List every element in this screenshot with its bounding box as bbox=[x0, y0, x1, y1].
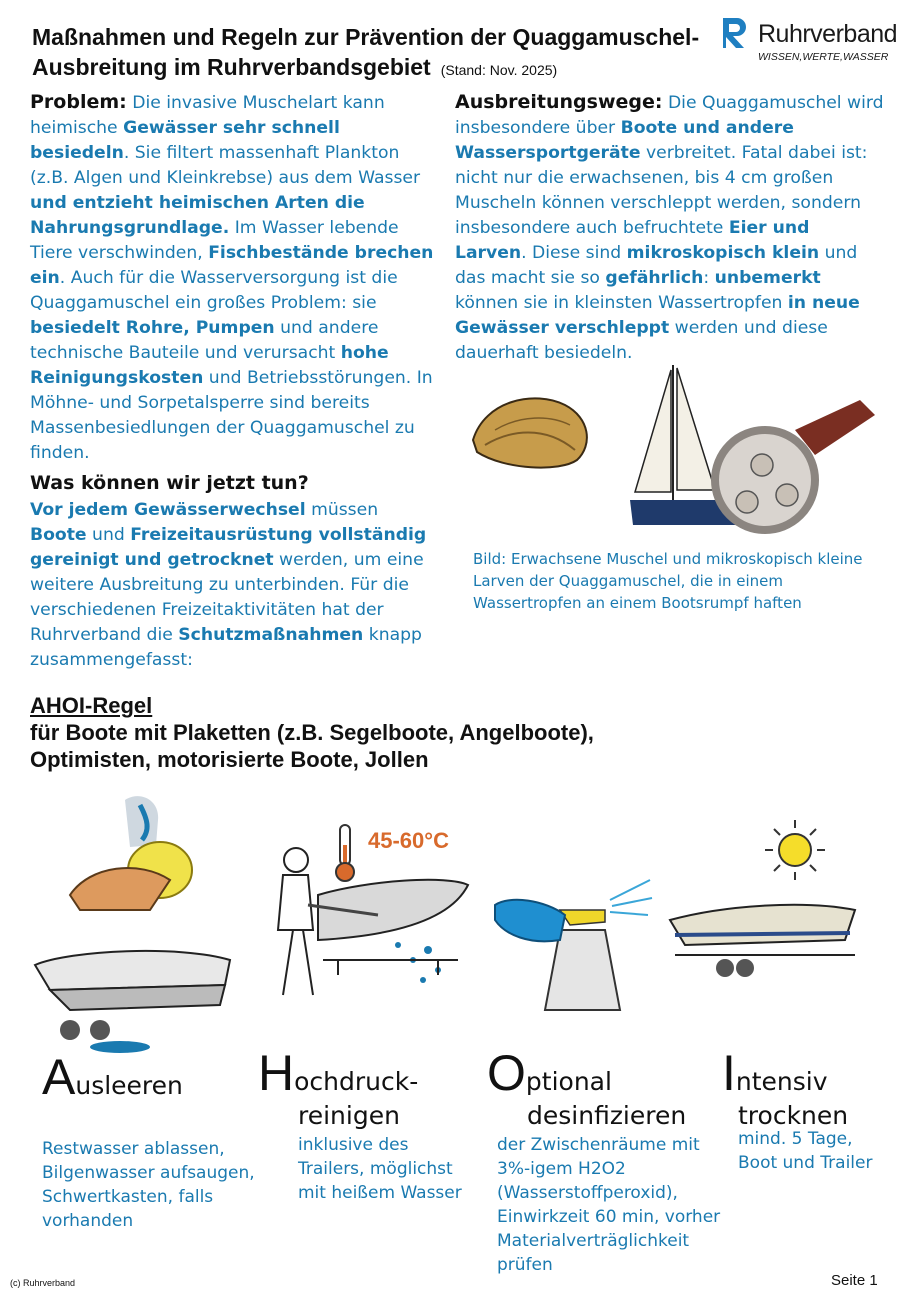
body-text: Im Wasser lebende Tiere verschwinden, bbox=[30, 218, 399, 263]
body-text: . Sie filtert massenhaft Plankton (z.B. Algen und Kleinkrebse) aus dem Wasser bbox=[30, 143, 421, 188]
title-line-1: Maßnahmen und Regeln zur Prävention der Quaggamuschel- bbox=[32, 24, 700, 50]
problem-section bbox=[30, 90, 440, 466]
whatnow-heading: Was können wir jetzt tun? bbox=[30, 472, 309, 494]
step-desc-line: mind. 5 Tage, bbox=[738, 1129, 853, 1149]
temperature-label: 45-60°C bbox=[368, 828, 449, 853]
step-desc-line: 3%-igem H2O2 bbox=[497, 1159, 626, 1179]
emphasis-text: Freizeitausrüstung vollständig gereinigt und getrocknet bbox=[30, 525, 427, 570]
logo-name: Ruhrverband bbox=[758, 20, 898, 48]
stand-date: (Stand: Nov. 2025) bbox=[440, 62, 558, 78]
spread-heading: Ausbreitungswege: bbox=[455, 91, 663, 113]
spread-section bbox=[455, 90, 885, 366]
step-desc-line: Restwasser ablassen, bbox=[42, 1139, 225, 1159]
body-text: müssen bbox=[305, 500, 379, 520]
thermometer-icon bbox=[336, 825, 354, 881]
ahoi-rule-title: AHOI-Regel bbox=[30, 693, 153, 718]
step-intensiv bbox=[722, 1045, 892, 1175]
trocknen-illustration bbox=[665, 815, 865, 985]
problem-text bbox=[30, 93, 433, 463]
step-desc-line: Einwirkzeit 60 min, vorher bbox=[497, 1207, 721, 1227]
emphasis-text: Schutzmaßnahmen bbox=[178, 625, 364, 645]
sun-icon bbox=[765, 820, 825, 880]
emphasis-text: Vor jedem Gewässerwechsel bbox=[30, 500, 306, 520]
step-title-rest: usleeren bbox=[75, 1071, 183, 1100]
emphasis-text: unbemerkt bbox=[714, 268, 821, 288]
step-desc-line: Schwertkasten, falls bbox=[42, 1187, 214, 1207]
ausleeren-illustration bbox=[30, 785, 240, 1055]
emphasis-text: Boote bbox=[30, 525, 87, 545]
emphasis-text: besiedelt Rohre, Pumpen bbox=[30, 318, 275, 338]
step-desc-line: Trailers, möglichst bbox=[298, 1159, 453, 1179]
body-text: : bbox=[703, 268, 715, 288]
step-desc-line: (Wasserstoffperoxid), bbox=[497, 1183, 678, 1203]
mussel-icon bbox=[473, 398, 587, 467]
ahoi-subtitle-2: Optimisten, motorisierte Boote, Jollen bbox=[30, 747, 429, 772]
body-text: knapp zusammengefasst: bbox=[30, 625, 422, 670]
step-title-rest: ntensiv bbox=[735, 1067, 828, 1096]
emphasis-text: Eier und Larven bbox=[455, 218, 810, 263]
ahoi-heading bbox=[30, 692, 730, 773]
step-title-line-2: trocknen bbox=[738, 1101, 849, 1130]
magnifier-icon bbox=[715, 400, 875, 530]
step-letter: I bbox=[722, 1045, 736, 1101]
step-desc-line: inklusive des bbox=[298, 1135, 409, 1155]
title-line-2-text: Ausbreitung im Ruhrverbandsgebiet bbox=[32, 54, 431, 80]
logo-mark-icon bbox=[720, 16, 754, 50]
step-letter: O bbox=[487, 1045, 526, 1101]
whatnow-text bbox=[30, 500, 426, 670]
step-title-rest: ptional bbox=[525, 1067, 612, 1096]
body-text: . Diese sind bbox=[521, 243, 627, 263]
step-desc-line: Boot und Trailer bbox=[738, 1153, 873, 1173]
step-desc-line: mit heißem Wasser bbox=[298, 1183, 462, 1203]
body-text: verbreitet. Fatal dabei ist: nicht nur die erwachsenen, bis 4 cm großen Muscheln können verschleppt werden, sondern insbesondere auch befruchtete bbox=[455, 143, 868, 238]
step-optional bbox=[487, 1045, 727, 1277]
body-text: werden, um eine weitere Ausbreitung zu unterbinden. Für die verschiedenen Freizeitaktivitäten hat der Ruhrverband die bbox=[30, 550, 424, 645]
step-letter: A bbox=[42, 1049, 76, 1105]
step-desc-line: Materialverträglichkeit bbox=[497, 1231, 690, 1251]
step-ausleeren bbox=[42, 1049, 262, 1233]
body-text: und Betriebsstörungen. In Möhne- und Sorpetalsperre sind bereits Massenbesiedlungen der Quaggamuschel zu finden. bbox=[30, 368, 433, 463]
body-text: und bbox=[86, 525, 131, 545]
step-desc-line: vorhanden bbox=[42, 1211, 134, 1231]
step-title-line-2: reinigen bbox=[298, 1101, 400, 1130]
problem-heading: Problem: bbox=[30, 91, 127, 113]
emphasis-text: gefährlich bbox=[605, 268, 704, 288]
title-line-2 bbox=[32, 52, 732, 85]
hochdruck-illustration bbox=[258, 820, 478, 1040]
body-text: und das macht sie so bbox=[455, 243, 858, 288]
body-text: können sie in kleinsten Wassertropfen bbox=[455, 293, 788, 313]
mussel-boat-illustration bbox=[465, 360, 885, 530]
step-letter: H bbox=[258, 1045, 295, 1101]
step-desc-line: Bilgenwasser aufsaugen, bbox=[42, 1163, 255, 1183]
emphasis-text: Boote und andere Wassersportgeräte bbox=[455, 118, 794, 163]
copyright: (c) Ruhrverband bbox=[10, 1278, 76, 1288]
page-title bbox=[32, 22, 732, 85]
desinfizieren-illustration bbox=[490, 860, 660, 1040]
emphasis-text: Fischbestände brechen ein bbox=[30, 243, 434, 288]
step-desc-line: prüfen bbox=[497, 1255, 553, 1275]
body-text: . Auch für die Wasserversorgung ist die Quaggamuschel ein großes Problem: sie bbox=[30, 268, 398, 313]
page-number: Seite 1 bbox=[831, 1272, 878, 1289]
emphasis-text: und entzieht heimischen Arten die Nahrungsgrundlage. bbox=[30, 193, 365, 238]
spread-text bbox=[455, 93, 884, 363]
step-hochdruck bbox=[258, 1045, 478, 1205]
step-desc-line: der Zwischenräume mit bbox=[497, 1135, 700, 1155]
logo-slogan: WISSEN,WERTE,WASSER bbox=[758, 51, 889, 63]
body-text: Die Quaggamuschel wird insbesondere über bbox=[455, 93, 884, 138]
motorboat-icon bbox=[670, 905, 855, 977]
image-caption: Bild: Erwachsene Muschel und mikroskopisch kleine Larven der Quaggamuschel, die in einem Wassertropfen an einem Bootsrumpf haften bbox=[473, 550, 863, 612]
body-text: Die invasive Muschelart kann heimische bbox=[30, 93, 385, 138]
emphasis-text: hohe Reinigungskosten bbox=[30, 343, 389, 388]
emphasis-text: in neue Gewässer verschleppt bbox=[455, 293, 860, 338]
step-title-line-2: desinfizieren bbox=[527, 1101, 687, 1130]
body-text: und andere technische Bauteile und verursacht bbox=[30, 318, 379, 363]
body-text: werden und diese dauerhaft besiedeln. bbox=[455, 318, 828, 363]
whatnow-section bbox=[30, 470, 440, 673]
ahoi-subtitle-1: für Boote mit Plaketten (z.B. Segelboote, Angelboote), bbox=[30, 720, 594, 745]
emphasis-text: Gewässer sehr schnell besiedeln bbox=[30, 118, 340, 163]
emphasis-text: mikroskopisch klein bbox=[626, 243, 820, 263]
ruhrverband-logo bbox=[720, 14, 898, 66]
step-title-rest: ochdruck- bbox=[294, 1067, 419, 1096]
